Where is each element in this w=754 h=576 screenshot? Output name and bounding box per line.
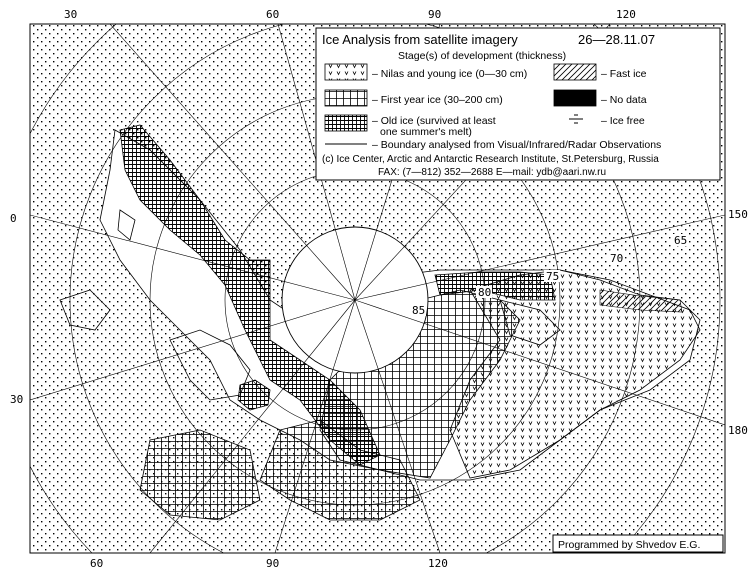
legend-swatch-old <box>325 115 367 131</box>
legend-ice-free-label: – Ice free <box>601 115 645 127</box>
credits-contact: FAX: (7—812) 352—2688 E—mail: ydb@aari.nw.ru <box>378 167 607 178</box>
lon-top-120: 120 <box>616 8 636 21</box>
lat-label-65: 65 <box>674 234 688 247</box>
legend-fast-label: – Fast ice <box>601 68 647 80</box>
programmer-credit: Programmed by Shvedov E.G. <box>558 539 701 551</box>
legend-swatch-nilas <box>325 64 367 80</box>
lon-side-30: 30 <box>10 393 24 406</box>
legend-no-data-label: – No data <box>601 94 647 106</box>
lon-top-60: 60 <box>266 8 280 21</box>
lon-bottom-60: 60 <box>90 557 104 570</box>
legend-boundary-label: – Boundary analysed from Visual/Infrared/Radar Observations <box>372 139 662 151</box>
lon-side-150: 150 <box>728 208 748 221</box>
lat-label-75: 75 <box>546 270 560 283</box>
lon-side-0: 0 <box>10 212 17 225</box>
legend-nilas-label: – Nilas and young ice (0—30 cm) <box>372 68 528 80</box>
programmer-box <box>553 535 723 552</box>
legend-swatch-fast <box>554 64 596 80</box>
credits-institute: (c) Ice Center, Arctic and Antarctic Research Institute, St.Petersburg, Russia <box>322 154 659 165</box>
legend-old-label-1: – Old ice (survived at least <box>372 115 496 127</box>
lon-top-30: 30 <box>64 8 78 21</box>
legend-swatch-first-year <box>325 90 367 106</box>
lon-top-90: 90 <box>428 8 442 21</box>
legend-box <box>316 28 720 180</box>
lat-label-85: 85 <box>412 304 426 317</box>
lon-side-180: 180 <box>728 424 748 437</box>
lon-bottom-120: 120 <box>428 557 448 570</box>
legend-old-label-2: one summer's melt) <box>380 126 472 138</box>
map-subtitle: Stage(s) of development (thickness) <box>398 50 567 62</box>
legend-first-year-label: – First year ice (30–200 cm) <box>372 94 503 106</box>
lat-label-80: 80 <box>478 286 492 299</box>
map-title: Ice Analysis from satellite imagery <box>322 32 518 47</box>
lon-bottom-90: 90 <box>266 557 280 570</box>
legend-swatch-no-data <box>554 90 596 106</box>
lat-label-70: 70 <box>610 252 624 265</box>
map-dates: 26—28.11.07 <box>578 32 656 47</box>
